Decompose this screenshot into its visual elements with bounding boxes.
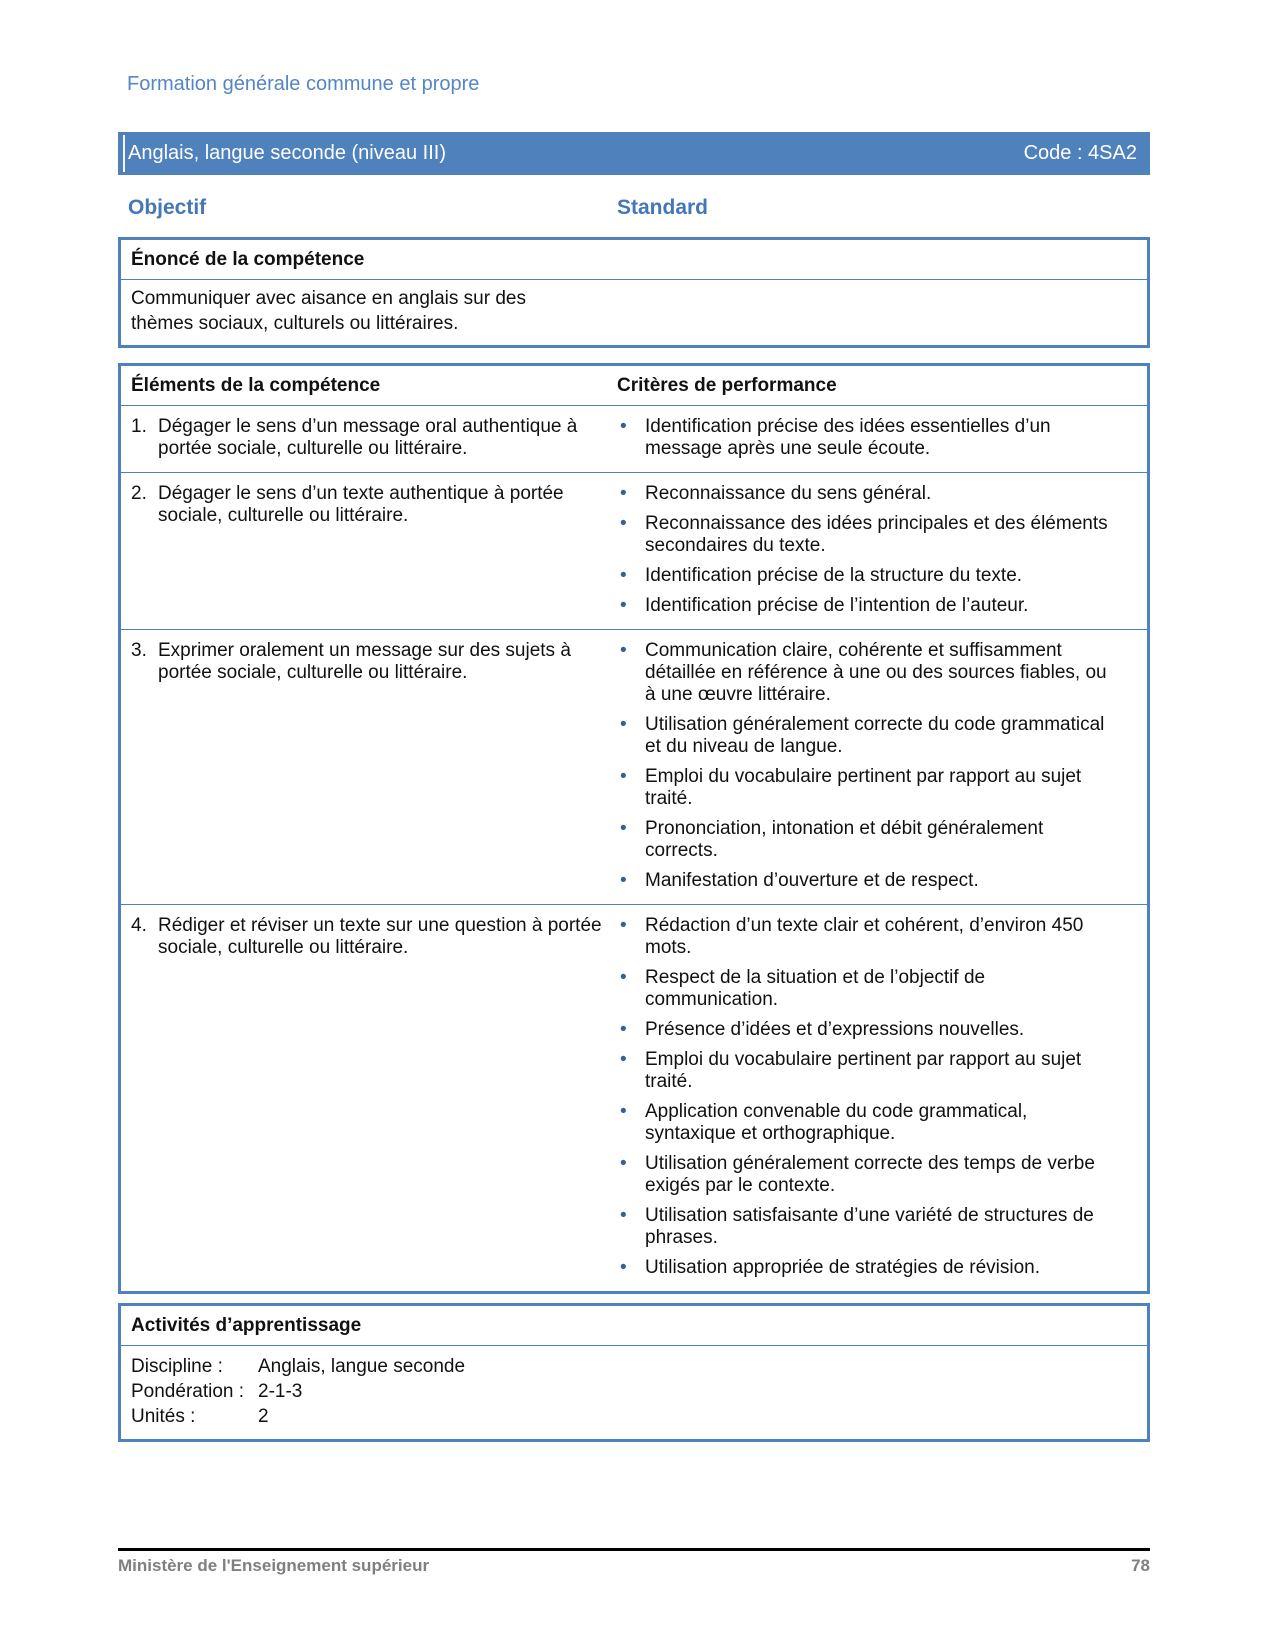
element-cell xyxy=(121,915,603,1279)
element-cell xyxy=(121,640,603,892)
field-label: Pondération : xyxy=(131,1381,245,1402)
competence-row xyxy=(121,472,1147,629)
competence-row xyxy=(121,629,1147,904)
bullet-icon: • xyxy=(620,595,627,616)
activites-header: Activités d’apprentissage xyxy=(121,1306,1147,1346)
criteria-item xyxy=(620,714,1147,758)
bullet-icon: • xyxy=(620,870,627,891)
competence-rows xyxy=(121,405,1147,1291)
competence-row xyxy=(121,405,1147,472)
bullet-icon: • xyxy=(620,1153,627,1174)
criteria-item xyxy=(620,513,1147,557)
criteria-list xyxy=(603,915,1147,1279)
activites-field-row xyxy=(131,1354,1137,1379)
bullet-icon: • xyxy=(620,565,627,586)
criteria-text: Identification précise de la structure du texte. xyxy=(645,565,1023,586)
criteria-item xyxy=(620,870,1147,892)
criteria-text: Identification précise de l’intention de l’auteur. xyxy=(645,595,1029,616)
element-text: Exprimer oralement un message sur des sujets à portée sociale, culturelle ou littéraire. xyxy=(158,640,571,683)
element-number: 3. xyxy=(131,640,147,661)
competence-row xyxy=(121,904,1147,1291)
course-code: Code : 4SA2 xyxy=(1023,142,1137,164)
criteres-column-header: Critères de performance xyxy=(617,375,837,396)
bullet-icon: • xyxy=(620,1205,627,1226)
criteria-text: Manifestation d’ouverture et de respect. xyxy=(645,870,979,891)
course-banner xyxy=(118,132,1150,175)
footer-ministry: Ministère de l'Enseignement supérieur xyxy=(118,1556,430,1575)
field-label: Discipline : xyxy=(131,1356,223,1377)
bullet-icon: • xyxy=(620,1049,627,1070)
criteria-text: Prononciation, intonation et débit généralement corrects. xyxy=(645,818,1044,861)
element-number: 2. xyxy=(131,483,147,504)
bullet-icon: • xyxy=(620,766,627,787)
course-title: Anglais, langue seconde (niveau III) xyxy=(128,142,446,164)
activites-body xyxy=(121,1346,1147,1439)
criteria-item xyxy=(620,915,1147,959)
criteria-item xyxy=(620,1019,1147,1041)
competence-table xyxy=(118,363,1150,1294)
criteria-item xyxy=(620,1101,1147,1145)
element-cell xyxy=(121,483,603,617)
criteria-text: Communication claire, cohérente et suffisamment détaillée en référence à une ou des sources fiables, ou à une œuvre littéraire. xyxy=(645,640,1107,705)
field-value: Anglais, langue seconde xyxy=(258,1356,466,1377)
element-cell xyxy=(121,416,603,460)
criteria-item xyxy=(620,595,1147,617)
criteria-item xyxy=(620,1257,1147,1279)
criteria-list xyxy=(603,640,1147,892)
footer-page-number: 78 xyxy=(1131,1556,1150,1575)
criteria-text: Identification précise des idées essentielles d’un message après une seule écoute. xyxy=(645,416,1051,459)
field-label: Unités : xyxy=(131,1406,196,1427)
criteria-item xyxy=(620,1049,1147,1093)
page-footer xyxy=(118,1556,1150,1576)
criteria-text: Rédaction d’un texte clair et cohérent, d’environ 450 mots. xyxy=(645,915,1084,958)
criteria-item xyxy=(620,818,1147,862)
activites-field-row xyxy=(131,1404,1137,1429)
bullet-icon: • xyxy=(620,818,627,839)
field-value: 2 xyxy=(258,1406,269,1427)
criteria-item xyxy=(620,766,1147,810)
bullet-icon: • xyxy=(620,513,627,534)
elements-column-header: Éléments de la compétence xyxy=(131,375,381,396)
criteria-item xyxy=(620,416,1147,460)
criteria-text: Utilisation appropriée de stratégies de révision. xyxy=(645,1257,1040,1278)
criteria-text: Reconnaissance des idées principales et des éléments secondaires du texte. xyxy=(645,513,1108,556)
bullet-icon: • xyxy=(620,714,627,735)
criteria-item xyxy=(620,1205,1147,1249)
criteria-item xyxy=(620,1153,1147,1197)
criteria-item xyxy=(620,483,1147,505)
bullet-icon: • xyxy=(620,915,627,936)
criteria-text: Respect de la situation et de l’objectif de communication. xyxy=(645,967,986,1010)
criteria-text: Présence d’idées et d’expressions nouvelles. xyxy=(645,1019,1025,1040)
criteria-text: Reconnaissance du sens général. xyxy=(645,483,932,504)
criteria-item xyxy=(620,640,1147,706)
element-text: Rédiger et réviser un texte sur une question à portée sociale, culturelle ou littéraire. xyxy=(158,915,602,958)
criteria-list xyxy=(603,416,1147,460)
bullet-icon: • xyxy=(620,1019,627,1040)
bullet-icon: • xyxy=(620,483,627,504)
document-category-title: Formation générale commune et propre xyxy=(127,73,480,95)
enonce-body xyxy=(121,280,1147,345)
activites-field-row xyxy=(131,1379,1137,1404)
criteria-item xyxy=(620,565,1147,587)
enonce-text: Communiquer avec aisance en anglais sur des thèmes sociaux, culturels ou littéraires. xyxy=(131,288,526,334)
element-number: 4. xyxy=(131,915,147,936)
bullet-icon: • xyxy=(620,416,627,437)
field-value: 2-1-3 xyxy=(258,1381,303,1402)
element-text: Dégager le sens d’un message oral authentique à portée sociale, culturelle ou littéraire. xyxy=(158,416,578,459)
objectif-heading: Objectif xyxy=(128,196,207,219)
element-number: 1. xyxy=(131,416,147,437)
criteria-list xyxy=(603,483,1147,617)
criteria-text: Emploi du vocabulaire pertinent par rapport au sujet traité. xyxy=(645,766,1082,809)
bullet-icon: • xyxy=(620,1101,627,1122)
bullet-icon: • xyxy=(620,1257,627,1278)
activites-box xyxy=(118,1303,1150,1442)
criteria-text: Utilisation généralement correcte du code grammatical et du niveau de langue. xyxy=(645,714,1105,757)
criteria-text: Utilisation généralement correcte des temps de verbe exigés par le contexte. xyxy=(645,1153,1095,1196)
criteria-text: Emploi du vocabulaire pertinent par rapport au sujet traité. xyxy=(645,1049,1082,1092)
enonce-header: Énoncé de la compétence xyxy=(121,240,1147,280)
bullet-icon: • xyxy=(620,640,627,661)
standard-heading: Standard xyxy=(617,196,709,219)
enonce-box xyxy=(118,237,1150,348)
element-text: Dégager le sens d’un texte authentique à portée sociale, culturelle ou littéraire. xyxy=(158,483,564,526)
competence-table-header xyxy=(121,366,1147,405)
criteria-item xyxy=(620,967,1147,1011)
criteria-text: Utilisation satisfaisante d’une variété de structures de phrases. xyxy=(645,1205,1094,1248)
criteria-text: Application convenable du code grammatical, syntaxique et orthographique. xyxy=(645,1101,1028,1144)
footer-rule xyxy=(118,1548,1150,1551)
bullet-icon: • xyxy=(620,967,627,988)
